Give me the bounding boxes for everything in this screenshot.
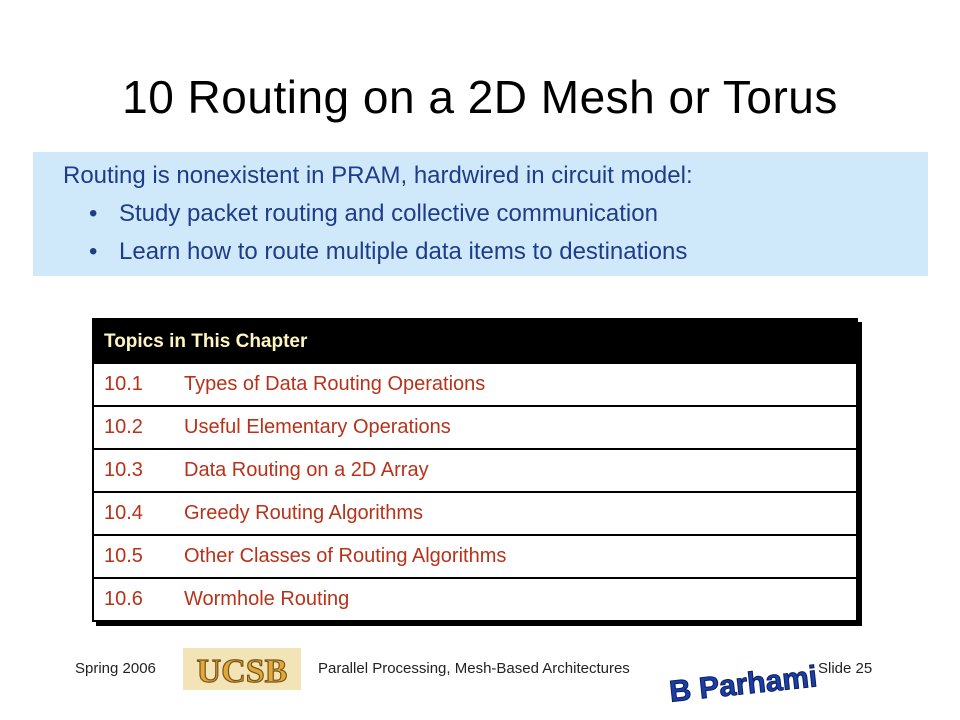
author-logo <box>667 642 819 709</box>
topic-row <box>94 362 856 405</box>
bullet-icon: • <box>89 200 98 227</box>
topic-row <box>94 405 856 448</box>
slide-title: 10 Routing on a 2D Mesh or Torus <box>122 71 838 123</box>
topic-number: 10.4 <box>104 502 143 524</box>
ucsb-logo-text: UCSB <box>196 653 288 690</box>
footer-course: Parallel Processing, Mesh-Based Architectures <box>318 660 630 677</box>
topic-label: Useful Elementary Operations <box>184 416 451 438</box>
topic-row <box>94 577 856 620</box>
intro-bullet-text: Learn how to route multiple data items to destinations <box>119 238 688 265</box>
topic-row <box>94 491 856 534</box>
footer-date: Spring 2006 <box>75 660 156 677</box>
bullet-icon: • <box>89 238 98 265</box>
intro-bullet <box>89 238 687 266</box>
intro-bullet <box>89 200 658 228</box>
topic-row <box>94 534 856 577</box>
topic-label: Greedy Routing Algorithms <box>184 502 424 524</box>
topic-label: Data Routing on a 2D Array <box>184 459 429 481</box>
topics-table <box>92 318 858 622</box>
topic-number: 10.6 <box>104 588 143 610</box>
topic-label: Other Classes of Routing Algorithms <box>184 545 507 567</box>
topic-number: 10.2 <box>104 416 143 438</box>
author-logo-text: B Parhami <box>667 660 819 709</box>
topic-label: Types of Data Routing Operations <box>184 373 486 395</box>
ucsb-logo <box>183 648 301 690</box>
intro-box <box>33 152 928 276</box>
intro-lead: Routing is nonexistent in PRAM, hardwired in circuit model: <box>63 162 693 189</box>
topic-label: Wormhole Routing <box>184 588 350 610</box>
topic-number: 10.3 <box>104 459 143 481</box>
topics-header: Topics in This Chapter <box>94 320 856 362</box>
topic-row <box>94 448 856 491</box>
topic-number: 10.1 <box>104 373 143 395</box>
intro-bullet-text: Study packet routing and collective communication <box>119 200 658 227</box>
footer-slide-number: Slide 25 <box>818 660 873 677</box>
topic-number: 10.5 <box>104 545 143 567</box>
